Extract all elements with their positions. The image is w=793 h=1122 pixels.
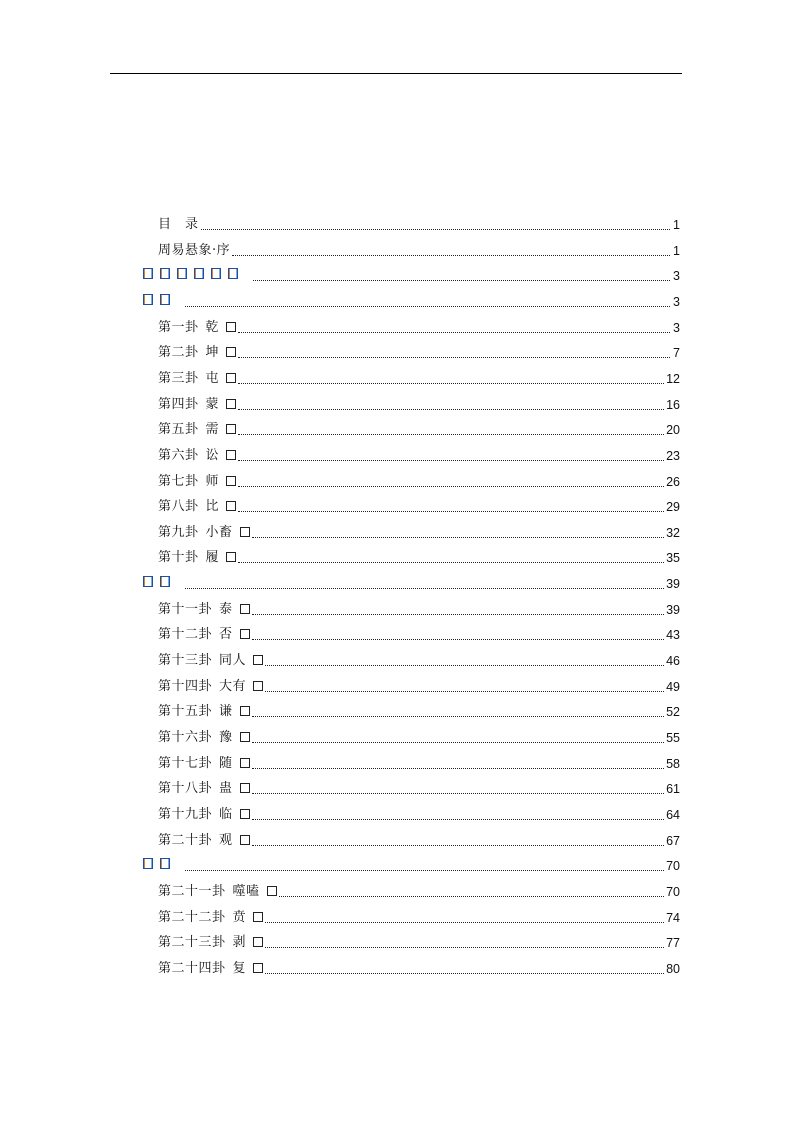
hexagram-name: 随 <box>219 755 233 771</box>
page-number: 39 <box>666 602 680 617</box>
toc-entry-title <box>158 422 236 438</box>
dot-leader <box>238 383 664 384</box>
toc-entry-title <box>158 474 236 490</box>
hexagram-name: 师 <box>205 473 220 489</box>
toc-entry[interactable] <box>158 724 680 746</box>
hexagram-number: 第十二卦 <box>158 627 213 643</box>
missing-glyph-icon <box>226 501 236 511</box>
toc-entry[interactable] <box>143 570 680 592</box>
missing-glyph-icon <box>240 758 250 768</box>
page-number: 70 <box>666 859 680 874</box>
missing-glyph-icon <box>253 963 263 973</box>
toc-entry[interactable] <box>158 750 680 772</box>
toc-entry-title <box>158 910 263 926</box>
hexagram-number: 第十三卦 <box>158 653 213 669</box>
page-number: 7 <box>673 346 680 361</box>
toc-entry-title: 周易悬象·序 <box>158 242 231 258</box>
page-number: 12 <box>666 371 680 386</box>
hexagram-number: 第十五卦 <box>158 704 213 720</box>
toc-entry[interactable] <box>158 365 680 387</box>
toc-entry-title <box>158 884 277 900</box>
dot-leader <box>252 537 665 538</box>
dot-leader <box>238 562 664 563</box>
dot-leader <box>252 819 665 820</box>
dot-leader <box>232 255 670 256</box>
dot-leader <box>253 280 670 281</box>
dot-leader <box>185 870 664 871</box>
missing-glyph-icon <box>240 527 250 537</box>
hexagram-name: 泰 <box>219 601 233 617</box>
missing-glyph-icon <box>143 294 153 305</box>
page-number: 77 <box>666 936 680 951</box>
hexagram-name: 谦 <box>219 704 233 720</box>
missing-glyph-icon <box>253 937 263 947</box>
toc-entry[interactable] <box>158 468 680 490</box>
toc-entry-title <box>158 550 236 566</box>
toc-entry-title <box>158 679 263 695</box>
missing-glyph-icon <box>228 268 238 279</box>
toc-entry[interactable] <box>158 314 680 336</box>
toc-entry-title <box>158 627 250 643</box>
dot-leader <box>238 357 670 358</box>
page-number: 32 <box>666 525 680 540</box>
toc-entry[interactable] <box>158 775 680 797</box>
missing-glyph-icon <box>240 629 250 639</box>
toc-entry[interactable] <box>158 827 680 849</box>
hexagram-name: 噬嗑 <box>232 883 260 899</box>
hexagram-name: 屯 <box>205 370 220 386</box>
toc-entry-title <box>143 294 177 310</box>
missing-glyph-icon <box>226 399 236 409</box>
hexagram-name: 观 <box>219 832 233 848</box>
toc-entry[interactable] <box>143 288 680 310</box>
hexagram-number: 第二十卦 <box>158 832 213 848</box>
missing-glyph-icon <box>253 655 263 665</box>
dot-leader <box>279 896 665 897</box>
hexagram-number: 第二十一卦 <box>158 883 226 899</box>
missing-glyph-icon <box>253 681 263 691</box>
hexagram-number: 第二十二卦 <box>158 909 226 925</box>
hexagram-number: 第七卦 <box>158 473 199 489</box>
missing-glyph-icon <box>240 732 250 742</box>
hexagram-number: 第十卦 <box>158 550 199 566</box>
hexagram-number: 第十七卦 <box>158 755 213 771</box>
toc-entry[interactable] <box>158 442 680 464</box>
dot-leader <box>252 614 665 615</box>
toc-entry-title <box>158 781 250 797</box>
missing-glyph-icon <box>226 450 236 460</box>
missing-glyph-icon <box>226 373 236 383</box>
page-number: 1 <box>673 243 680 258</box>
dot-leader <box>252 845 665 846</box>
dot-leader <box>238 460 664 461</box>
toc-entry-title <box>143 858 177 874</box>
toc-entry[interactable] <box>158 416 680 438</box>
toc-entry[interactable] <box>158 596 680 618</box>
hexagram-number: 第十九卦 <box>158 806 213 822</box>
hexagram-number: 第十八卦 <box>158 781 213 797</box>
missing-glyph-icon <box>240 835 250 845</box>
dot-leader <box>265 973 664 974</box>
hexagram-number: 第九卦 <box>158 524 199 540</box>
hexagram-number: 第三卦 <box>158 370 199 386</box>
hexagram-name: 乾 <box>205 319 220 335</box>
hexagram-number: 第四卦 <box>158 396 199 412</box>
missing-glyph-icon <box>194 268 204 279</box>
toc-entry[interactable] <box>158 878 680 900</box>
dot-leader <box>252 768 665 769</box>
page-number: 23 <box>666 448 680 463</box>
hexagram-number: 第十四卦 <box>158 678 213 694</box>
missing-glyph-icon <box>160 858 170 869</box>
toc-entry-title <box>158 730 250 746</box>
hexagram-number: 第一卦 <box>158 319 199 335</box>
missing-glyph-icon <box>226 476 236 486</box>
page-number: 80 <box>666 961 680 976</box>
missing-glyph-icon <box>143 858 153 869</box>
toc-entry-title <box>158 602 250 618</box>
dot-leader <box>238 486 664 487</box>
dot-leader <box>201 229 670 230</box>
dot-leader <box>238 434 664 435</box>
toc-entry-title <box>143 576 177 592</box>
dot-leader <box>265 665 664 666</box>
hexagram-name: 需 <box>205 422 220 438</box>
toc-entry-title <box>158 833 250 849</box>
toc-entry-title <box>158 756 250 772</box>
page-number: 70 <box>666 884 680 899</box>
hexagram-name: 复 <box>232 960 247 976</box>
header-rule <box>110 73 682 74</box>
missing-glyph-icon <box>253 912 263 922</box>
toc-entry[interactable] <box>143 852 680 874</box>
page-number: 29 <box>666 500 680 515</box>
missing-glyph-icon <box>143 268 153 279</box>
page-number: 1 <box>673 218 680 232</box>
hexagram-name: 同人 <box>219 653 247 669</box>
toc-entry[interactable] <box>158 955 680 977</box>
dot-leader <box>185 588 664 589</box>
toc-entry[interactable] <box>158 237 680 259</box>
dot-leader <box>252 716 665 717</box>
hexagram-number: 第八卦 <box>158 499 199 515</box>
dot-leader <box>265 947 664 948</box>
missing-glyph-icon <box>160 576 170 587</box>
toc-entry-title <box>158 371 236 387</box>
hexagram-number: 第六卦 <box>158 447 199 463</box>
hexagram-number: 第二十四卦 <box>158 960 226 976</box>
toc-entry[interactable] <box>158 391 680 413</box>
page-number: 74 <box>666 910 680 925</box>
page-number: 3 <box>673 294 680 309</box>
hexagram-number: 第二十三卦 <box>158 935 226 951</box>
hexagram-name: 临 <box>219 806 233 822</box>
dot-leader <box>252 639 665 640</box>
missing-glyph-icon <box>240 809 250 819</box>
toc-entry[interactable] <box>158 621 680 643</box>
toc-entry-title <box>158 704 250 720</box>
missing-glyph-icon <box>240 604 250 614</box>
missing-glyph-icon <box>267 886 277 896</box>
page-number: 39 <box>666 577 680 592</box>
page-number: 67 <box>666 833 680 848</box>
toc-entry[interactable] <box>158 801 680 823</box>
toc-entry-title <box>143 268 245 284</box>
hexagram-name: 坤 <box>205 345 220 361</box>
toc-entry[interactable] <box>158 929 680 951</box>
hexagram-name: 履 <box>205 550 220 566</box>
missing-glyph-icon <box>240 783 250 793</box>
toc-entry[interactable] <box>158 519 680 541</box>
toc-entry-title <box>158 320 236 336</box>
missing-glyph-icon <box>240 706 250 716</box>
missing-glyph-icon <box>160 294 170 305</box>
hexagram-number: 第十一卦 <box>158 601 213 617</box>
page-number: 64 <box>666 807 680 822</box>
hexagram-name: 比 <box>205 499 220 515</box>
hexagram-name: 讼 <box>205 447 220 463</box>
page-number: 16 <box>666 397 680 412</box>
missing-glyph-icon <box>211 268 221 279</box>
dot-leader <box>252 793 665 794</box>
missing-glyph-icon <box>177 268 187 279</box>
toc-entry-title <box>158 653 263 669</box>
hexagram-name: 蒙 <box>205 396 220 412</box>
dot-leader <box>265 691 664 692</box>
toc-entry-title <box>158 397 236 413</box>
missing-glyph-icon <box>160 268 170 279</box>
toc-entry-title <box>158 499 236 515</box>
page-number: 58 <box>666 756 680 771</box>
hexagram-name: 大有 <box>219 678 247 694</box>
dot-leader <box>238 409 664 410</box>
hexagram-number: 第十六卦 <box>158 730 213 745</box>
toc-entry[interactable] <box>158 211 680 233</box>
toc-entry-title <box>158 935 263 951</box>
missing-glyph-icon <box>226 347 236 357</box>
toc-entry[interactable] <box>158 544 680 566</box>
toc-entry[interactable] <box>158 339 680 361</box>
dot-leader <box>238 332 670 333</box>
toc-entry-title: 目 录 <box>158 217 199 232</box>
page-number: 3 <box>673 320 680 335</box>
page-number: 49 <box>666 679 680 694</box>
hexagram-number: 第五卦 <box>158 422 199 438</box>
hexagram-name: 否 <box>219 627 233 643</box>
missing-glyph-icon <box>226 424 236 434</box>
page-number: 3 <box>673 269 680 284</box>
missing-glyph-icon <box>226 552 236 562</box>
toc-entry[interactable] <box>158 673 680 695</box>
hexagram-name: 贲 <box>232 909 247 925</box>
hexagram-name: 剥 <box>232 935 247 951</box>
dot-leader <box>265 922 664 923</box>
toc-entry[interactable] <box>158 647 680 669</box>
toc-entry[interactable] <box>143 262 680 284</box>
page-number: 35 <box>666 551 680 566</box>
page-number: 55 <box>666 731 680 745</box>
page-number: 61 <box>666 782 680 797</box>
dot-leader <box>238 511 664 512</box>
missing-glyph-icon <box>226 322 236 332</box>
toc-entry[interactable] <box>158 698 680 720</box>
page-number: 46 <box>666 654 680 669</box>
toc-entry-title <box>158 961 263 977</box>
page-number: 43 <box>666 628 680 643</box>
toc-entry[interactable] <box>158 904 680 926</box>
hexagram-name: 豫 <box>219 730 233 745</box>
missing-glyph-icon <box>143 576 153 587</box>
toc-entry-title <box>158 345 236 361</box>
page-number: 20 <box>666 423 680 438</box>
hexagram-name: 蛊 <box>219 781 233 797</box>
toc-entry-title <box>158 807 250 823</box>
hexagram-number: 第二卦 <box>158 345 199 361</box>
page-number: 26 <box>666 474 680 489</box>
dot-leader <box>185 306 670 307</box>
dot-leader <box>252 742 665 743</box>
toc-entry-title <box>158 448 236 464</box>
toc-entry-title <box>158 525 250 541</box>
hexagram-name: 小畜 <box>205 524 233 540</box>
page-number: 52 <box>666 705 680 720</box>
toc-entry[interactable] <box>158 493 680 515</box>
